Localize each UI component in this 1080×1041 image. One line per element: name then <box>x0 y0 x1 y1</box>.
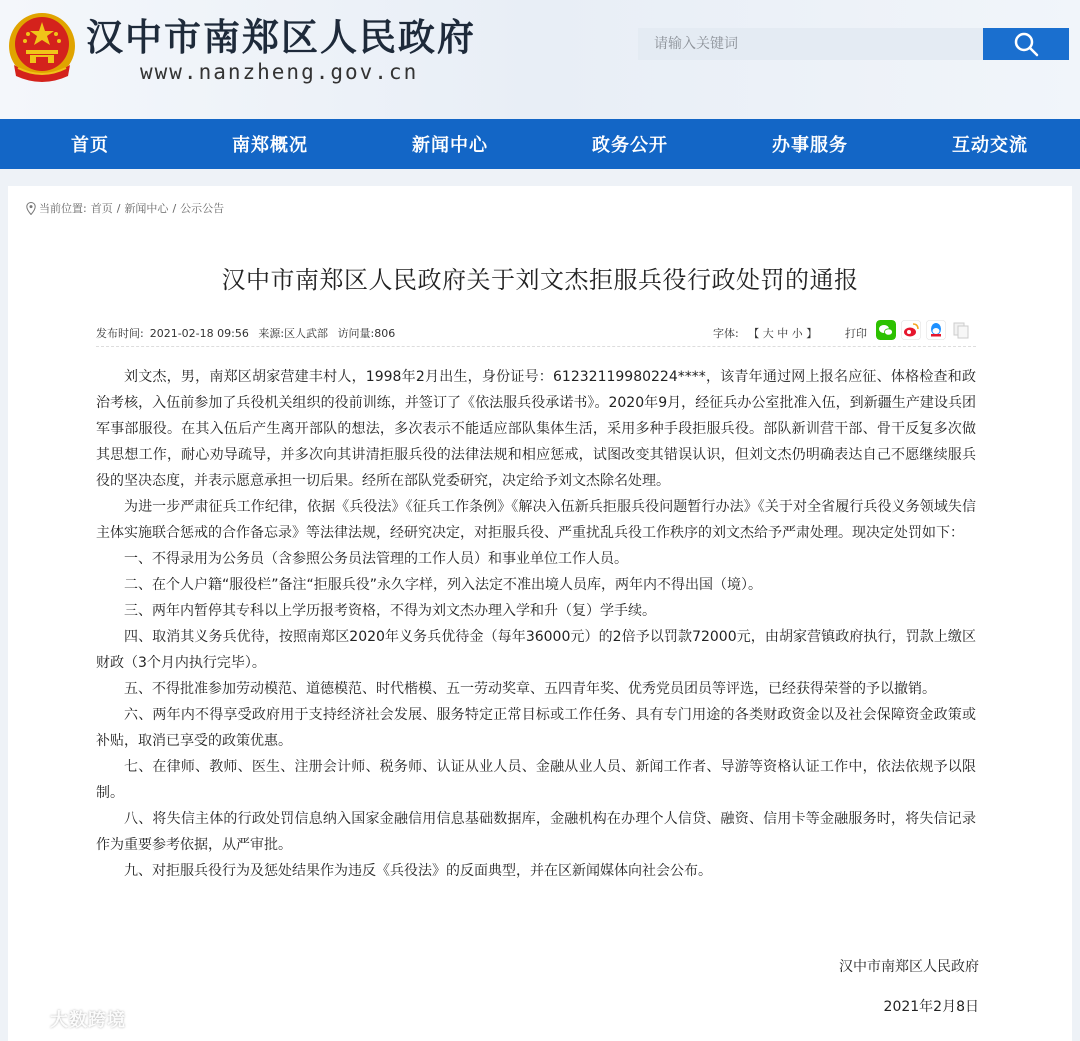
article-paragraph: 四、取消其义务兵优待，按照南郑区2020年义务兵优待金（每年36000元）的2倍予以罚款72000元，由胡家营镇政府执行，罚款上缴区财政（3个月内执行完毕）。 <box>96 629 976 671</box>
breadcrumb-separator: / <box>172 201 177 215</box>
nav-item-government-affairs[interactable]: 政务公开 <box>592 135 668 156</box>
article-container <box>8 186 1072 1041</box>
national-emblem-icon <box>8 10 76 84</box>
site-header <box>0 0 1080 119</box>
font-size-control <box>713 325 817 341</box>
nav-item-overview[interactable]: 南郑概况 <box>232 135 308 156</box>
qq-icon[interactable] <box>926 320 946 340</box>
article-paragraph: 八、将失信主体的行政处罚信息纳入国家金融信用信息基础数据库，金融机构在办理个人信贷、融资、信用卡等金融服务时，将失信记录作为重要参考依据，从严审批。 <box>96 811 976 853</box>
breadcrumb-label: 当前位置: <box>39 202 87 215</box>
nav-item-services[interactable]: 办事服务 <box>772 135 848 156</box>
nav-item-interaction[interactable]: 互动交流 <box>952 135 1028 156</box>
breadcrumb-link-home[interactable]: 首页 <box>90 202 113 215</box>
breadcrumb-separator: / <box>116 201 121 215</box>
breadcrumb-link-news[interactable]: 新闻中心 <box>124 202 169 215</box>
article-paragraph: 二、在个人户籍“服役栏”备注“拒服兵役”永久字样，列入法定不准出境人员库，两年内不得出国（境）。 <box>124 577 763 593</box>
source-label: 来源: <box>258 327 285 340</box>
search-icon <box>1013 31 1039 57</box>
breadcrumb-link-notices[interactable]: 公示公告 <box>180 202 225 215</box>
article-paragraph: 九、对拒服兵役行为及惩处结果作为违反《兵役法》的反面典型，并在区新闻媒体向社会公布。 <box>124 863 712 879</box>
article-paragraph: 一、不得录用为公务员（含参照公务员法管理的工作人员）和事业单位工作人员。 <box>124 551 628 567</box>
share-icons <box>876 320 971 340</box>
article-body <box>96 364 976 884</box>
location-pin-icon <box>26 202 36 215</box>
article-paragraph: 三、两年内暂停其专科以上学历报考资格，不得为刘文杰办理入学和升（复）学手续。 <box>124 603 656 619</box>
watermark <box>12 1006 126 1032</box>
article-paragraph: 五、不得批准参加劳动模范、道德模范、时代楷模、五一劳动奖章、五四青年奖、优秀党员团员等评选，已经获得荣誉的予以撤销。 <box>124 681 936 697</box>
article-signature: 汉中市南郑区人民政府 <box>839 959 979 975</box>
copy-icon[interactable] <box>951 320 971 340</box>
weibo-icon[interactable] <box>901 320 921 340</box>
watermark-logo-icon <box>12 1008 46 1030</box>
article-paragraph: 七、在律师、教师、医生、注册会计师、税务师、认证从业人员、金融从业人员、新闻工作者、导游等资格认证工作中，依法依规予以限制。 <box>96 759 976 801</box>
print-button[interactable]: 打印 <box>845 327 867 340</box>
article-paragraph: 为进一步严肃征兵工作纪律，依据《兵役法》《征兵工作条例》《解决入伍新兵拒服兵役问题暂行办法》《关于对全省履行兵役义务领域失信主体实施联合惩戒的合作备忘录》等法律法规，经研究决定，对拒服兵役、严重扰乱兵役工作秩序的刘文杰给予严肃处理。现决定处罚如下： <box>96 499 976 541</box>
font-size-options[interactable]: 【 大 中 小 】 <box>748 327 818 340</box>
breadcrumb <box>26 200 228 216</box>
views-count: 806 <box>374 327 396 340</box>
source-value: 区人武部 <box>284 327 329 340</box>
nav-item-news[interactable]: 新闻中心 <box>412 135 488 156</box>
main-nav <box>0 119 1080 169</box>
article-date: 2021年2月8日 <box>883 999 979 1015</box>
article-title: 汉中市南郑区人民政府关于刘文杰拒服兵役行政处罚的通报 <box>221 266 859 294</box>
views-label: 访问量: <box>337 327 375 340</box>
publish-label: 发布时间: <box>96 327 144 340</box>
site-url: www.nanzheng.gov.cn <box>140 60 419 84</box>
article-paragraph: 六、两年内不得享受政府用于支持经济社会发展、服务特定正常目标或工作任务、具有专门用途的各类财政资金以及社会保障资金政策或补贴，取消已享受的政策优惠。 <box>96 707 976 749</box>
article-meta <box>96 322 976 347</box>
article-paragraph: 刘文杰，男，南郑区胡家营建丰村人，1998年2月出生，身份证号：61232119980224****，该青年通过网上报名应征、体格检查和政治考核，入伍前参加了兵役机关组织的役前训练，并签订了《依法服兵役承诺书》。2020年9月，经征兵办公室批准入伍，到新疆生产建设兵团军事部服役。在其入伍后产生离开部队的想法，多次表示不能适应部队集体生活，采用多种手段拒服兵役。部队新训营干部、骨干反复多次做其思想工作，耐心劝导疏导，并多次向其讲清拒服兵役的法律法规和相应惩戒，试图改变其错误认识，但刘文杰仍明确表达自己不愿继续服兵役的坚决态度，并表示愿意承担一切后果。经所在部队党委研究，决定给予刘文杰除名处理。 <box>96 369 976 489</box>
search-button[interactable] <box>983 28 1069 60</box>
watermark-text: 大数跨境 <box>50 1010 126 1031</box>
search-input[interactable] <box>638 28 983 60</box>
font-size-label: 字体: <box>713 327 739 340</box>
nav-item-home[interactable]: 首页 <box>71 135 109 156</box>
publish-time: 2021-02-18 09:56 <box>149 327 249 340</box>
site-title: 汉中市南郑区人民政府 <box>86 15 476 59</box>
wechat-icon[interactable] <box>876 320 896 340</box>
